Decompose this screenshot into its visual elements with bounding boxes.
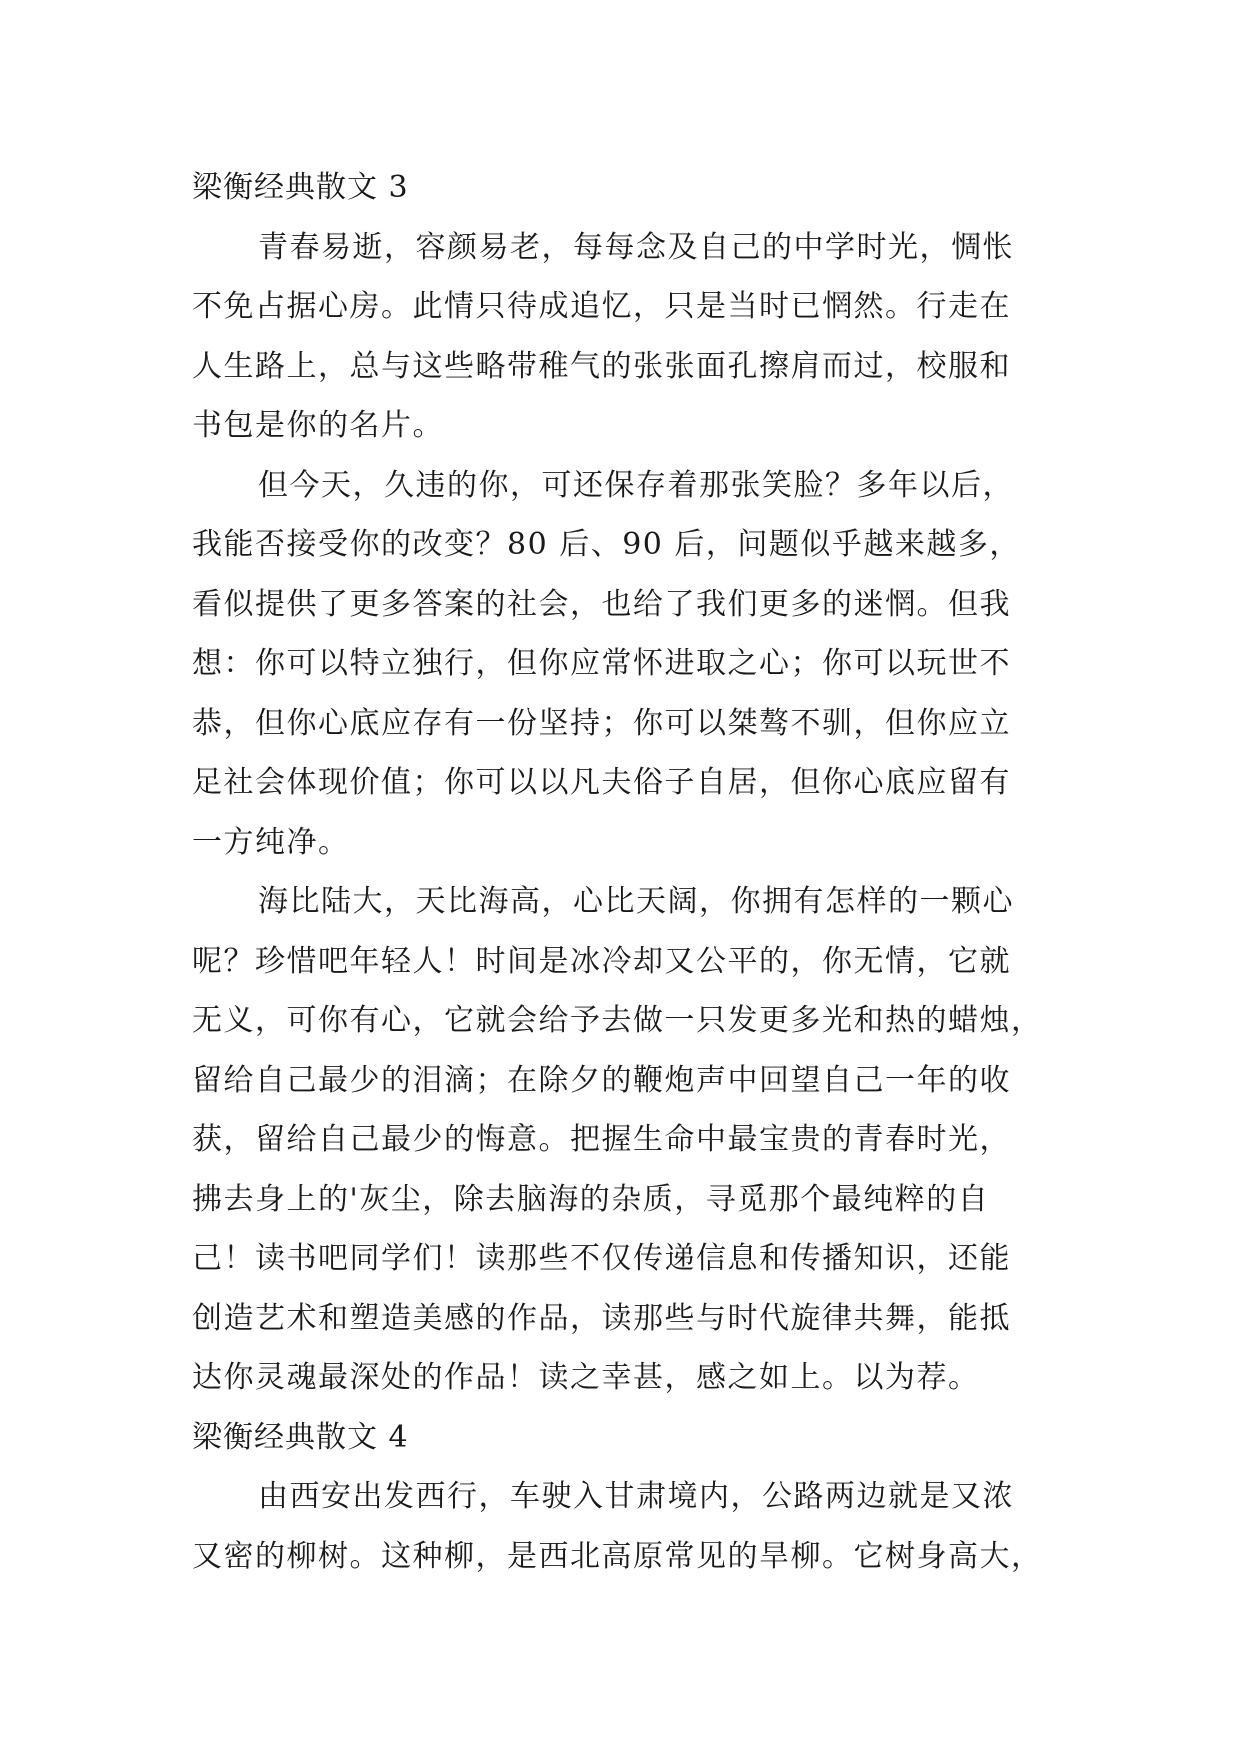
text-line: 看似提供了更多答案的社会，也给了我们更多的迷惘。但我	[192, 586, 1011, 622]
text-line: 人生路上，总与这些略带稚气的张张面孔擦肩而过，校服和	[192, 348, 1011, 384]
text-line: 留给自己最少的泪滴；在除夕的鞭炮声中回望自己一年的收	[192, 1062, 1011, 1098]
text-line: 己！读书吧同学们！读那些不仅传递信息和传播知识，还能	[192, 1241, 1011, 1276]
text-line: 又密的柳树。这种柳，是西北高原常见的旱柳。它树身高大，	[192, 1538, 1043, 1574]
text-line: 海比陆大，天比海高，心比天阔，你拥有怎样的一颗心	[258, 884, 1014, 919]
section-heading: 梁衡经典散文 4	[192, 1419, 409, 1455]
text-line: 不免占据心房。此情只待成追忆，只是当时已惘然。行走在	[192, 289, 1011, 324]
text-line: 达你灵魂最深处的作品！读之幸甚，感之如上。以为荐。	[192, 1360, 980, 1395]
text-line: 一方纯净。	[192, 824, 350, 860]
document-page	[192, 158, 1072, 1586]
text-line: 获，留给自己最少的悔意。把握生命中最宝贵的青春时光，	[192, 1122, 1011, 1157]
text-line: 创造艺术和塑造美感的作品，读那些与时代旋律共舞，能抵	[192, 1300, 1011, 1336]
text-line: 足社会体现价值；你可以以凡夫俗子自居，但你心底应留有	[192, 765, 1011, 800]
text-line: 呢？珍惜吧年轻人！时间是冰冷却又公平的，你无情，它就	[192, 943, 1011, 979]
text-line: 无义，可你有心，它就会给予去做一只发更多光和热的蜡烛，	[192, 1003, 1043, 1038]
text-line: 想：你可以特立独行，但你应常怀进取之心；你可以玩世不	[192, 646, 1011, 681]
text-line: 拂去身上的'灰尘，除去脑海的杂质，寻觅那个最纯粹的自	[192, 1181, 990, 1217]
text-line: 我能否接受你的改变？80 后、90 后，问题似乎越来越多，	[192, 527, 1021, 562]
text-line: 书包是你的名片。	[192, 408, 444, 443]
section-heading: 梁衡经典散文 3	[192, 170, 409, 205]
text-line: 青春易逝，容颜易老，每每念及自己的中学时光，惆怅	[258, 229, 1014, 265]
text-line: 由西安出发西行，车驶入甘肃境内，公路两边就是又浓	[258, 1479, 1014, 1514]
text-line: 但今天，久违的你，可还保存着那张笑脸？多年以后，	[258, 467, 1014, 503]
text-line: 恭，但你心底应存有一份坚持；你可以桀骜不驯，但你应立	[192, 705, 1011, 741]
